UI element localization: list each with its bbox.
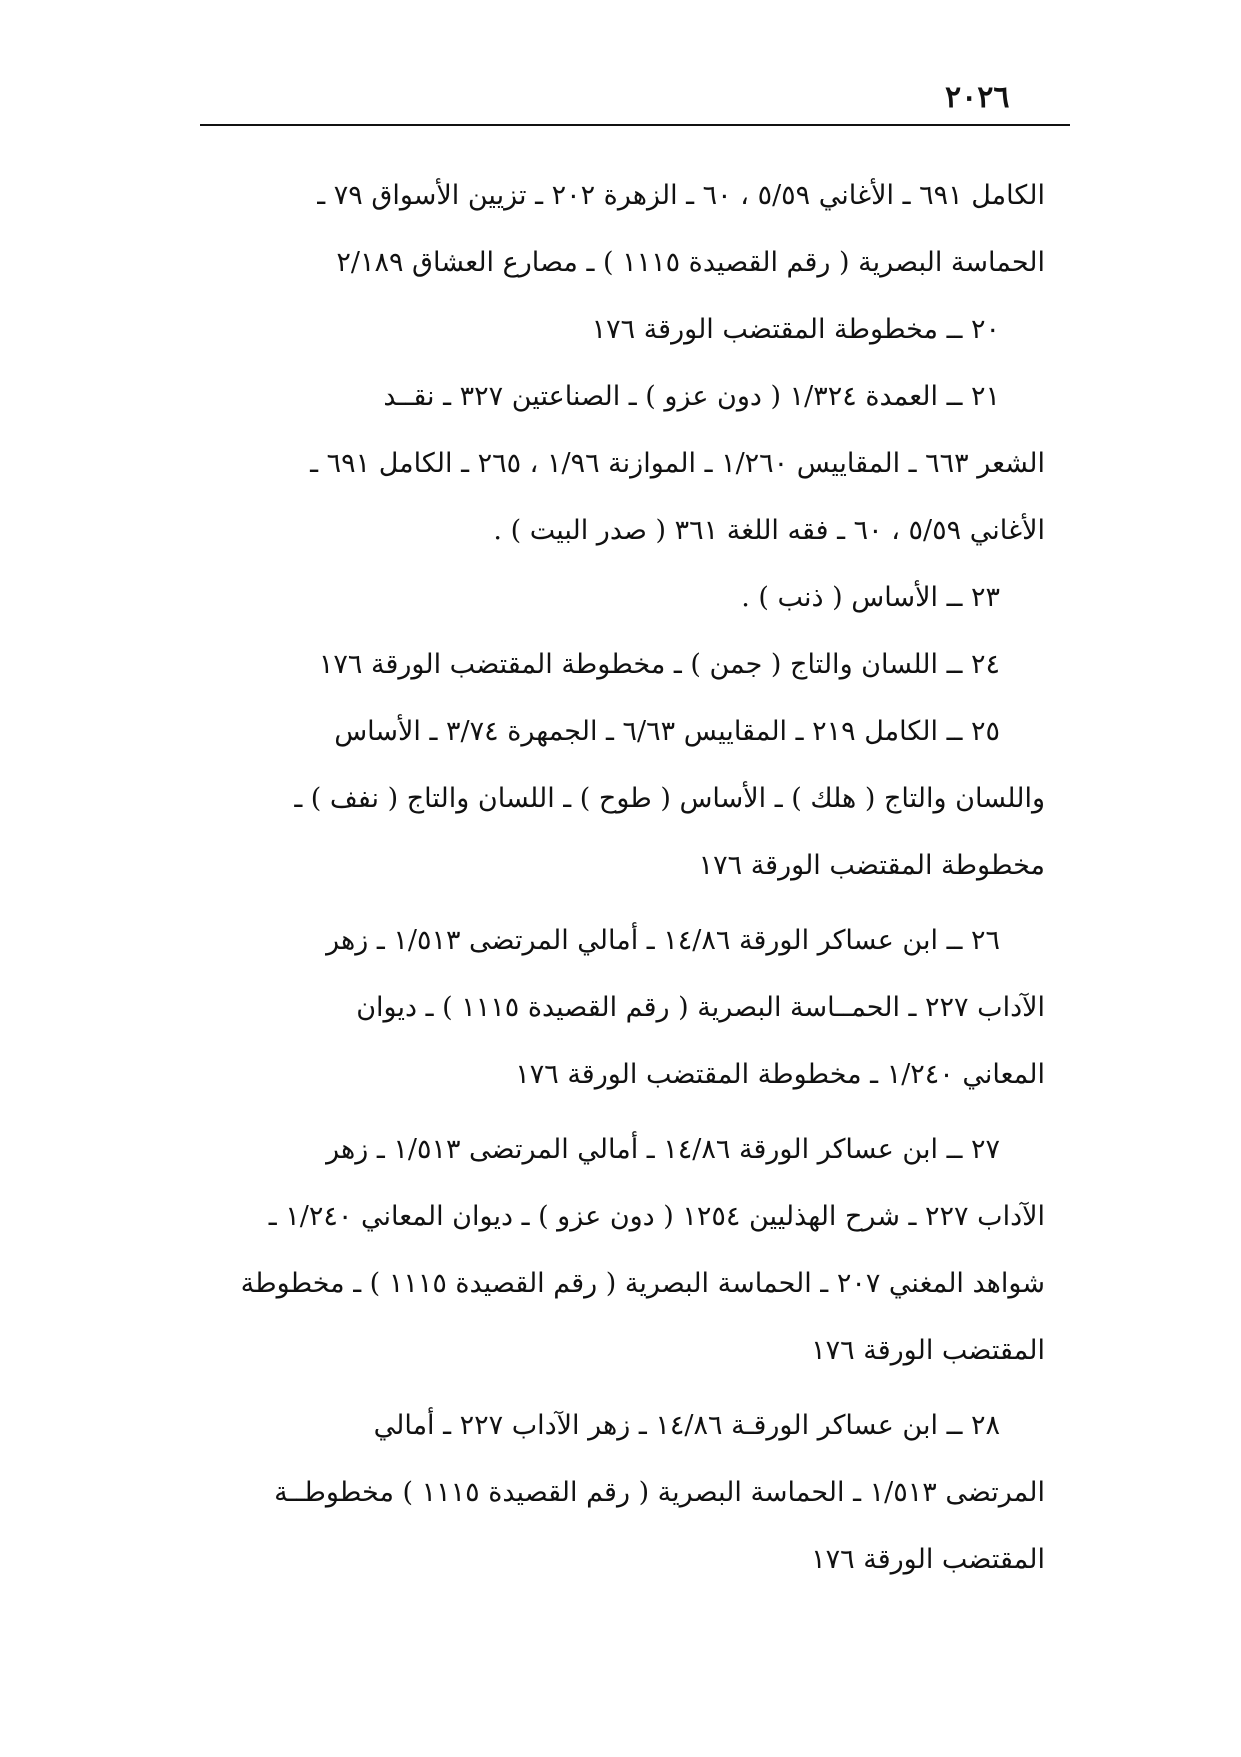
reference-entry-21 [200, 363, 1045, 564]
reference-line: ٢٤ ــ اللسان والتاج ( جمن ) ـ مخطوطة المقتضب الورقة ١٧٦ [318, 649, 1000, 680]
reference-entry-26 [200, 907, 1045, 1108]
reference-entry-23 [200, 564, 1045, 631]
reference-line: الكامل ٦٩١ ـ الأغاني ٥/٥٩ ، ٦٠ ـ الزهرة ٢٠٢ ـ تزيين الأسواق ٧٩ ـ [317, 180, 1045, 211]
reference-line: ٢٠ ــ مخطوطة المقتضب الورقة ١٧٦ [591, 314, 1000, 345]
reference-entry-19-continued [200, 162, 1045, 296]
reference-line: ٢٣ ــ الأساس ( ذنب ) . [741, 582, 1000, 613]
reference-entry-28 [200, 1392, 1045, 1593]
reference-entry-25 [200, 698, 1045, 899]
reference-line: المرتضى ١/٥١٣ ـ الحماسة البصرية ( رقم القصيدة ١١١٥ ) مخطوطــة [274, 1477, 1045, 1508]
reference-line: الآداب ٢٢٧ ـ الحمــاسة البصرية ( رقم القصيدة ١١١٥ ) ـ ديوان [356, 992, 1045, 1023]
reference-line: ٢٨ ــ ابن عساكر الورقـة ١٤/٨٦ ـ زهر الآداب ٢٢٧ ـ أمالي [373, 1410, 1000, 1441]
reference-line: الشعر ٦٦٣ ـ المقاييس ١/٢٦٠ ـ الموازنة ١/٩٦ ، ٢٦٥ ـ الكامل ٦٩١ ـ [310, 448, 1045, 479]
reference-line: المقتضب الورقة ١٧٦ [811, 1544, 1045, 1575]
page-number: ٢٠٢٦ [945, 80, 1010, 115]
reference-entry-20 [200, 296, 1045, 363]
reference-line: ٢٥ ــ الكامل ٢١٩ ـ المقاييس ٦/٦٣ ـ الجمهرة ٣/٧٤ ـ الأساس [334, 716, 1000, 747]
header-rule [200, 124, 1070, 126]
reference-line: ٢٦ ــ ابن عساكر الورقة ١٤/٨٦ ـ أمالي المرتضى ١/٥١٣ ـ زهر [326, 925, 1000, 956]
references-list [200, 162, 1045, 1593]
reference-line: الأغاني ٥/٥٩ ، ٦٠ ـ فقه اللغة ٣٦١ ( صدر البيت ) . [493, 515, 1045, 546]
reference-line: واللسان والتاج ( هلك ) ـ الأساس ( طوح ) ـ اللسان والتاج ( نفف ) ـ [294, 783, 1045, 814]
reference-entry-27 [200, 1116, 1045, 1384]
reference-line: شواهد المغني ٢٠٧ ـ الحماسة البصرية ( رقم القصيدة ١١١٥ ) ـ مخطوطة [240, 1268, 1045, 1299]
reference-line: المعاني ١/٢٤٠ ـ مخطوطة المقتضب الورقة ١٧٦ [515, 1059, 1045, 1090]
reference-line: الآداب ٢٢٧ ـ شرح الهذليين ١٢٥٤ ( دون عزو ) ـ ديوان المعاني ١/٢٤٠ ـ [268, 1201, 1045, 1232]
reference-entry-24 [200, 631, 1045, 698]
reference-line: مخطوطة المقتضب الورقة ١٧٦ [698, 850, 1045, 881]
reference-line: المقتضب الورقة ١٧٦ [811, 1335, 1045, 1366]
reference-line: الحماسة البصرية ( رقم القصيدة ١١١٥ ) ـ مصارع العشاق ٢/١٨٩ [336, 247, 1045, 278]
reference-line: ٢٧ ــ ابن عساكر الورقة ١٤/٨٦ ـ أمالي المرتضى ١/٥١٣ ـ زهر [326, 1134, 1000, 1165]
reference-line: ٢١ ــ العمدة ١/٣٢٤ ( دون عزو ) ـ الصناعتين ٣٢٧ ـ نقــد [383, 381, 1000, 412]
